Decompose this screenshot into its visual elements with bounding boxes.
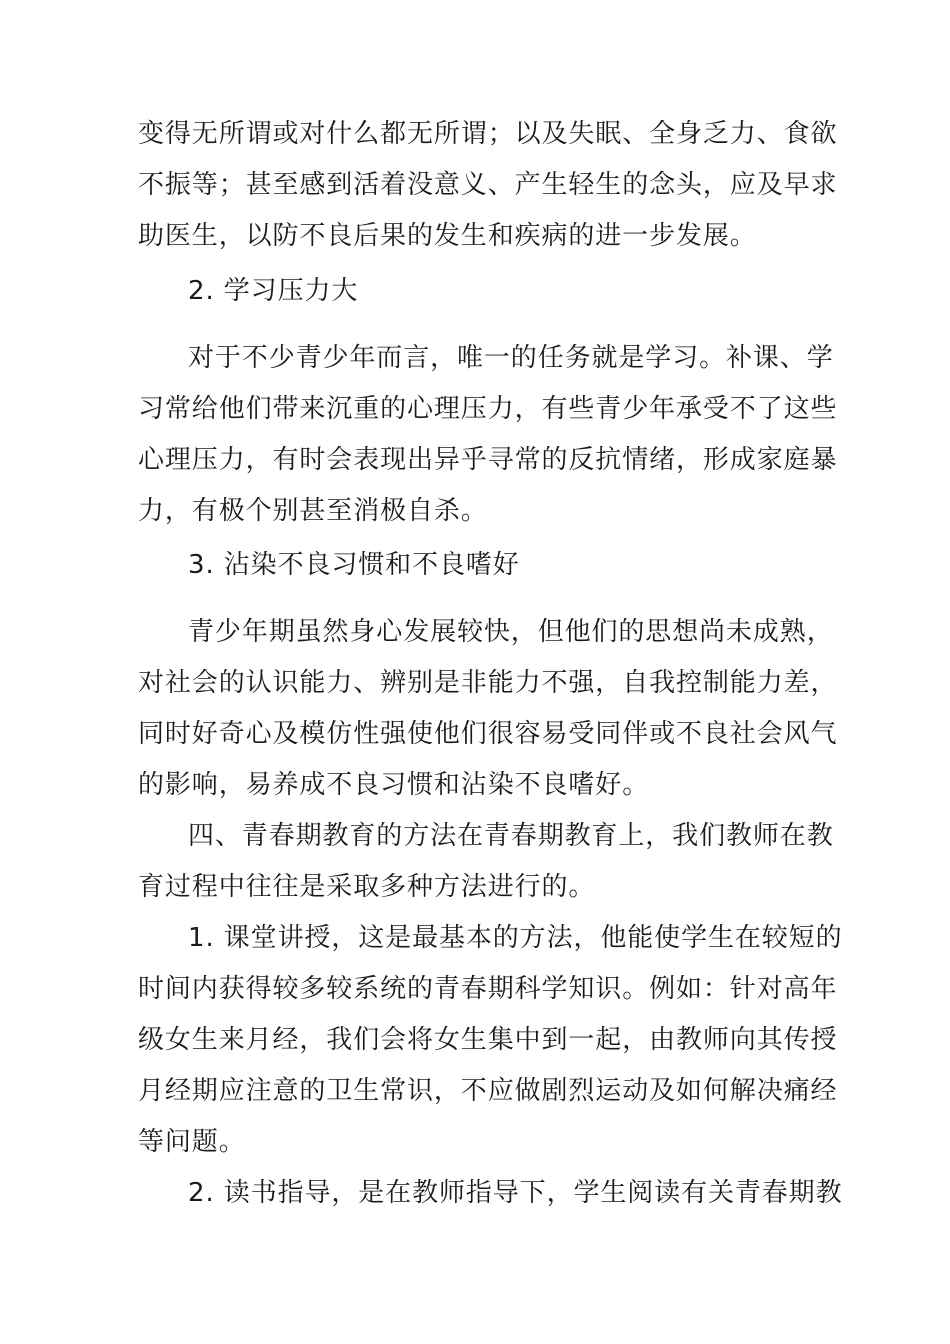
text-line: 变得无所谓或对什么都无所谓；以及失眠、全身乏力、食欲 [138,119,838,149]
text-line: 月经期应注意的卫生常识，不应做剧烈运动及如何解决痛经 [138,1076,838,1106]
text-line: 四、青春期教育的方法在青春期教育上，我们教师在教 [188,821,834,851]
text-line: 助医生，以防不良后果的发生和疾病的进一步发展。 [138,221,757,251]
section-heading: 2. 学习压力大 [188,276,359,306]
text-line: 时间内获得较多较系统的青春期科学知识。例如：针对高年 [138,974,838,1004]
text-line: 习常给他们带来沉重的心理压力，有些青少年承受不了这些 [138,394,838,424]
text-line: 力，有极个别甚至消极自杀。 [138,496,488,526]
text-line: 不振等；甚至感到活着没意义、产生轻生的念头，应及早求 [138,170,838,200]
text-line: 对于不少青少年而言，唯一的任务就是学习。补课、学 [188,343,834,373]
text-line: 同时好奇心及模仿性强使他们很容易受同伴或不良社会风气 [138,719,838,749]
text-line: 对社会的认识能力、辨别是非能力不强，自我控制能力差， [138,668,838,698]
text-line: 1. 课堂讲授，这是最基本的方法，他能使学生在较短的 [188,923,843,953]
section-heading: 3. 沾染不良习惯和不良嗜好 [188,550,520,580]
text-line: 的影响，易养成不良习惯和沾染不良嗜好。 [138,770,650,800]
text-line: 心理压力，有时会表现出异乎寻常的反抗情绪，形成家庭暴 [138,445,838,475]
text-line: 青少年期虽然身心发展较快，但他们的思想尚未成熟， [188,617,834,647]
text-line: 级女生来月经，我们会将女生集中到一起，由教师向其传授 [138,1025,838,1055]
text-line: 等问题。 [138,1127,246,1157]
text-line: 育过程中往往是采取多种方法进行的。 [138,872,596,902]
text-line: 2. 读书指导，是在教师指导下，学生阅读有关青春期教 [188,1178,843,1208]
